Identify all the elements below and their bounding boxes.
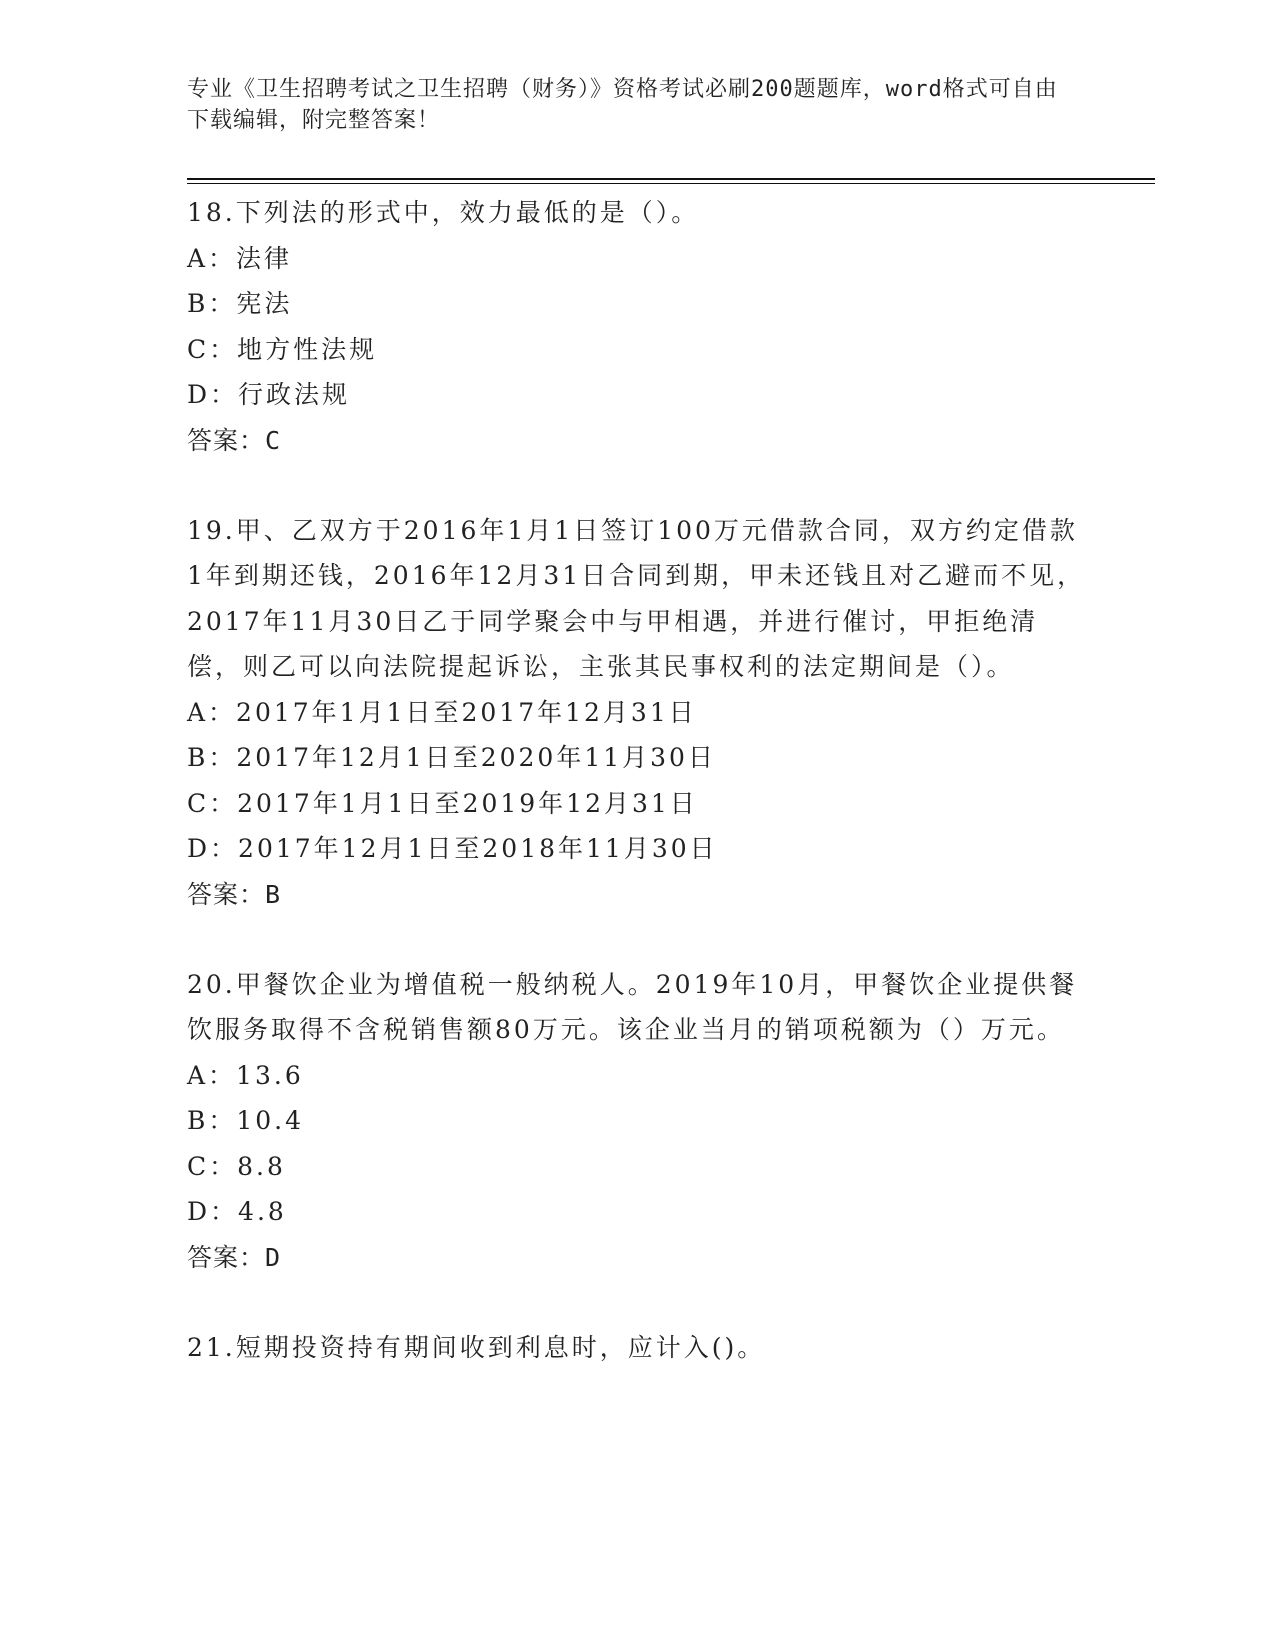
option-b: B：2017年12月1日至2020年11月30日 xyxy=(187,743,716,772)
header-rule-thick xyxy=(187,178,1155,180)
answer-line xyxy=(187,418,1087,464)
answer-value: D xyxy=(265,1242,282,1272)
question-stem: 20.甲餐饮企业为增值税一般纳税人。2019年10月，甲餐饮企业提供餐饮服务取得不含税销售额80万元。该企业当月的销项税额为（）万元。 xyxy=(187,969,1078,1044)
answer-value: B xyxy=(265,879,282,909)
question-20 xyxy=(187,962,1087,1281)
option-c: C：地方性法规 xyxy=(187,334,378,364)
question-stem: 18.下列法的形式中，效力最低的是（）。 xyxy=(187,198,700,227)
answer-label: 答案： xyxy=(187,425,266,455)
option-d: D：行政法规 xyxy=(187,380,351,409)
option-d: D：4.8 xyxy=(187,1197,287,1226)
spacer xyxy=(187,464,1087,508)
answer-line xyxy=(187,872,1087,918)
question-19 xyxy=(187,508,1087,918)
header-rule-thin xyxy=(187,183,1155,184)
spacer xyxy=(187,918,1087,962)
question-stem: 19.甲、乙双方于2016年1月1日签订100万元借款合同，双方约定借款1年到期还钱，2016年12月31日合同到期，甲未还钱且对乙避而不见，2017年11月30日乙于同学聚会中与甲相遇，并进行催讨，甲拒绝清偿，则乙可以向法院提起诉讼，主张其民事权利的法定期间是（）。 xyxy=(187,515,1086,681)
option-a: A：法律 xyxy=(187,243,293,273)
question-stem: 21.短期投资持有期间收到利息时，应计入()。 xyxy=(187,1332,766,1362)
option-b: B：10.4 xyxy=(187,1106,305,1135)
answer-label: 答案： xyxy=(187,1242,266,1272)
question-18 xyxy=(187,190,1087,464)
option-a: A：13.6 xyxy=(187,1060,304,1090)
answer-value: C xyxy=(265,425,282,455)
question-21 xyxy=(187,1325,1087,1371)
spacer xyxy=(187,1281,1087,1325)
option-c: C：2017年1月1日至2019年12月31日 xyxy=(187,788,698,818)
option-d: D：2017年12月1日至2018年11月30日 xyxy=(187,834,718,863)
option-a: A：2017年1月1日至2017年12月31日 xyxy=(187,697,697,727)
question-list xyxy=(187,190,1087,1370)
document-header: 专业《卫生招聘考试之卫生招聘（财务）》资格考试必刷200题题库，word格式可自由下载编辑，附完整答案！ xyxy=(187,77,1058,133)
answer-label: 答案： xyxy=(187,879,266,909)
option-c: C：8.8 xyxy=(187,1151,286,1181)
answer-line xyxy=(187,1235,1087,1281)
option-b: B：宪法 xyxy=(187,289,293,318)
